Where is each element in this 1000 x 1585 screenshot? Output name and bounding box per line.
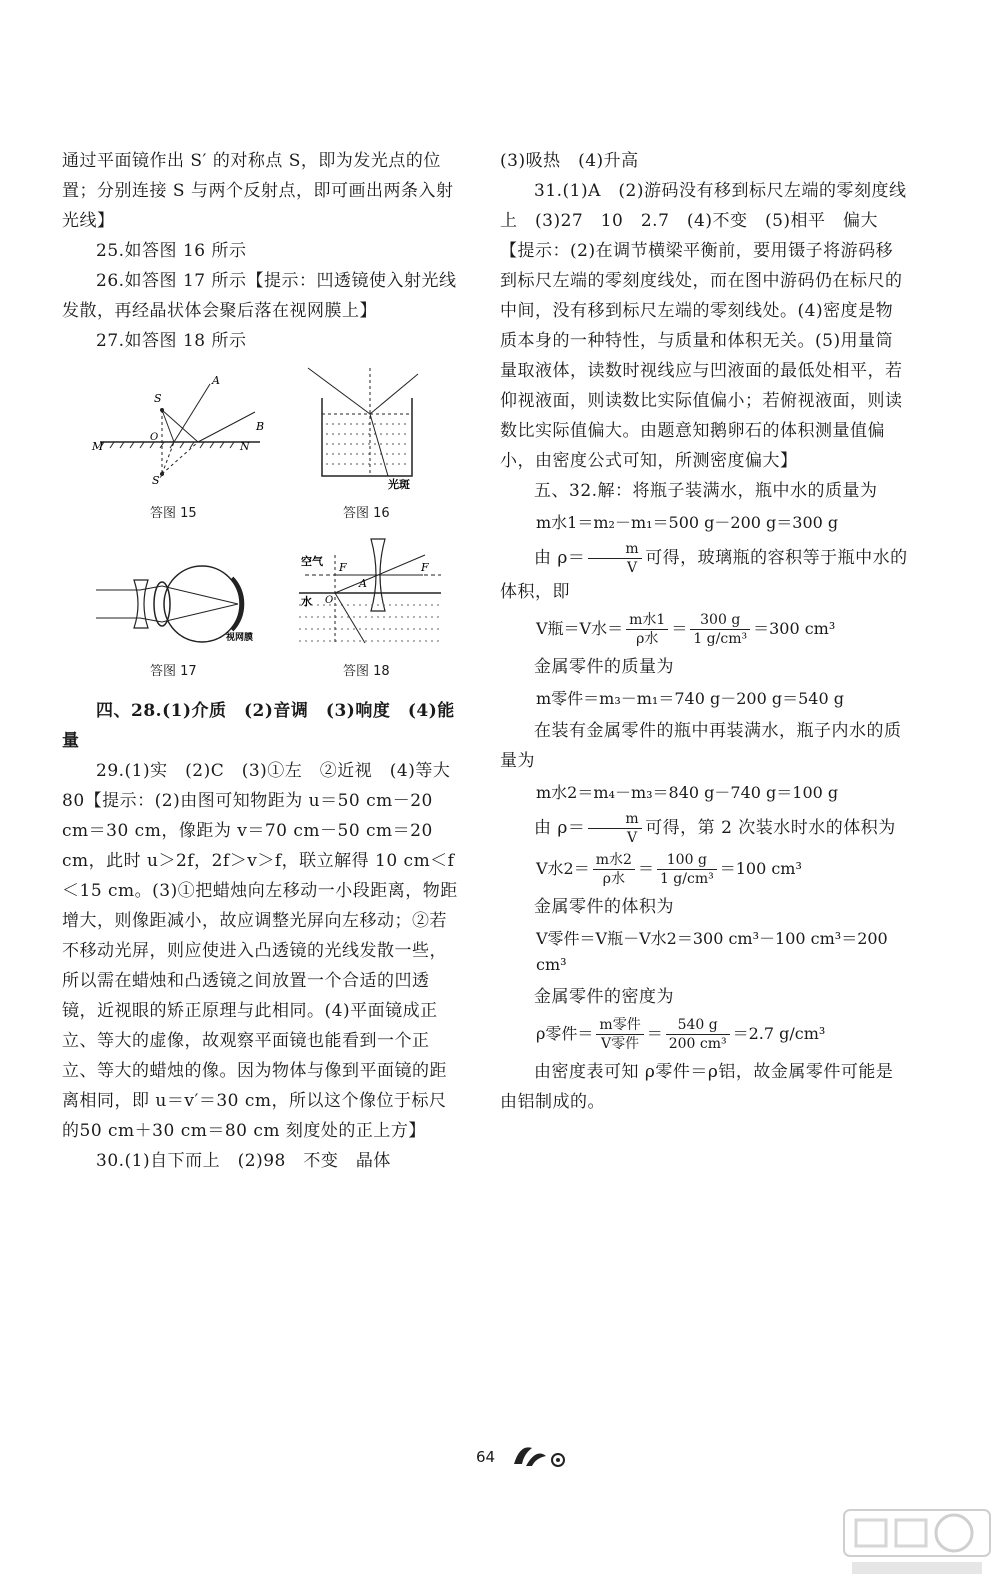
page-number: 64 xyxy=(476,1448,496,1466)
answer-26: 26.如答图 17 所示【提示：凹透镜使入射光线发散，再经晶状体会聚后落在视网膜上】 xyxy=(62,271,457,321)
fig18-label-a: A xyxy=(359,577,367,590)
answer-32-intro: 五、32.解：将瓶子装满水，瓶中水的质量为 xyxy=(534,481,878,501)
figure-17-eye xyxy=(92,560,272,650)
answer-27: 27.如答图 18 所示 xyxy=(96,331,247,351)
density-formula-text-1: 由 ρ＝ $\frac{m}{V}$ 可得，玻璃瓶的容积等于瓶中水的体积，即 xyxy=(500,541,908,602)
fig18-label-air: 空气 xyxy=(301,555,323,568)
fig18-label-water: 水 xyxy=(301,595,312,608)
equation-part-mass: m零件＝m₃－m₁＝740 g－200 g＝540 g xyxy=(536,689,844,708)
text-part-density: 金属零件的密度为 xyxy=(534,987,674,1007)
fig15-label-n: N xyxy=(240,440,250,453)
answer-29: 29.(1)实 (2)C (3)①左 ②近视 (4)等大 80【提示：(2)由图可知物距为 u＝50 cm－20 cm＝30 cm，像距为 v＝70 cm－50 cm＝20 cm，此时 u＞2f，2f＞v＞f，联立解得 10 cm＜f＜15 cm。(3)①把蜡烛向左移动一小段距离，物距增大，则像距减小，故应调整光屏向左移动；②若不移动光屏，则应使进入凸透镜的光线发散一些，所以需在蜡烛和凸透镜之间放置一个合适的凹透镜，近视眼的矫正原理与此相同。(4)平面镜成正立、等大的虚像，故观察平面镜也能看到一个正立、等大的蜡烛的像。因为物体与像到平面镜的距离相同，即 u＝v′＝30 cm，所以这个像位于标尺的50 cm＋30 cm＝80 cm 刻度处的正上方】 xyxy=(62,761,468,1141)
fig15-label-sprime: S′ xyxy=(152,474,163,487)
answer-28: 四、28.(1)介质 (2)音调 (3)响度 (4)能量 xyxy=(62,701,455,751)
conclusion-text: 由密度表可知 ρ零件＝ρ铝，故金属零件可能是由铝制成的。 xyxy=(500,1062,894,1112)
equation-part-density: ρ零件＝ $\frac{\text{m零件}}{\text{V零件}}$ ＝ $\frac{540 g}{\text{200 cm³}}$ ＝2.7 g/cm³ xyxy=(536,1017,826,1052)
left-column xyxy=(62,146,460,356)
figure-15-caption: 答图 15 xyxy=(150,506,197,521)
right-column xyxy=(500,146,910,1117)
density-formula-text-2: 由 ρ＝ $\frac{m}{V}$ 可得，第 2 次装水时水的体积为 xyxy=(534,811,896,846)
figure-17-caption: 答图 17 xyxy=(150,664,197,679)
fig15-label-o: O xyxy=(150,432,159,443)
answer-31: 31.(1)A (2)游码没有移到标尺左端的零刻度线上 (3)27 10 2.7 (4)不变 (5)相平 偏大【提示：(2)在调节横梁平衡前，要用镊子将游码移到标尺左端的零刻度线处，而在图中游码仍在标尺的中间，没有移到标尺左端的零刻线处。(4)密度是物质本身的一种特性，与质量和体积无关。(5)用量筒量取液体，读数时视线应与凹液面的最低处相平，若仰视液面，则读数比实际值偏小；若俯视液面，则读数比实际值偏大。由题意知鹅卵石的体积测量值偏小，由密度公式可知，所测密度偏大】 xyxy=(500,181,907,471)
fig15-label-m: M xyxy=(92,440,104,453)
left-column-lower xyxy=(62,696,468,1176)
text-part-mass: 金属零件的质量为 xyxy=(534,657,674,677)
fig15-label-s: S xyxy=(154,392,162,405)
leaf-logo-icon xyxy=(510,1440,570,1470)
fig17-label-retina: 视网膜 xyxy=(226,633,254,643)
fig18-label-f1: F xyxy=(339,561,347,574)
text-part-volume: 金属零件的体积为 xyxy=(534,897,674,917)
answer-25: 25.如答图 16 所示 xyxy=(96,241,247,261)
equation-water-mass-2: m水2＝m₄－m₃＝840 g－740 g＝100 g xyxy=(536,783,839,802)
equation-water-volume-2: V水2＝ $\frac{\text{m水2}}{\text{ρ水}}$ ＝ $\frac{100 g}{\text{1 g/cm³}}$ ＝100 cm³ xyxy=(536,852,802,887)
answer-24-tail: 通过平面镜作出 S′ 的对称点 S，即为发光点的位置；分别连接 S 与两个反射点，即可画出两条入射光线】 xyxy=(62,151,454,231)
fig16-label-spot: 光斑 xyxy=(388,478,410,491)
equation-bottle-volume: V瓶＝V水＝ $\frac{\text{m水1}}{\text{ρ水}}$ ＝ $\frac{300 g}{\text{1 g/cm³}}$ ＝300 cm³ xyxy=(536,612,836,647)
answer-30-tail: (3)吸热 (4)升高 xyxy=(500,151,639,171)
watermark-logo-icon xyxy=(842,1508,992,1578)
fig15-label-b: B xyxy=(256,420,265,433)
equation-water-mass-1: m水1＝m₂－m₁＝500 g－200 g＝300 g xyxy=(536,513,839,532)
text-second-fill: 在装有金属零件的瓶中再装满水，瓶子内水的质量为 xyxy=(500,721,902,771)
fig15-label-a: A xyxy=(212,374,220,387)
figure-16-caption: 答图 16 xyxy=(343,506,390,521)
figure-16-refraction xyxy=(300,358,430,491)
fig18-label-o: O xyxy=(325,595,334,606)
equation-part-volume: V零件＝V瓶－V水2＝300 cm³－100 cm³＝200 cm³ xyxy=(536,929,888,974)
answer-30: 30.(1)自下而上 (2)98 不变 晶体 xyxy=(96,1151,391,1171)
figure-18-lens-water xyxy=(295,535,445,655)
fig18-label-f2: F xyxy=(421,561,429,574)
figure-15-plane-mirror xyxy=(90,370,270,487)
figure-18-caption: 答图 18 xyxy=(343,664,390,679)
